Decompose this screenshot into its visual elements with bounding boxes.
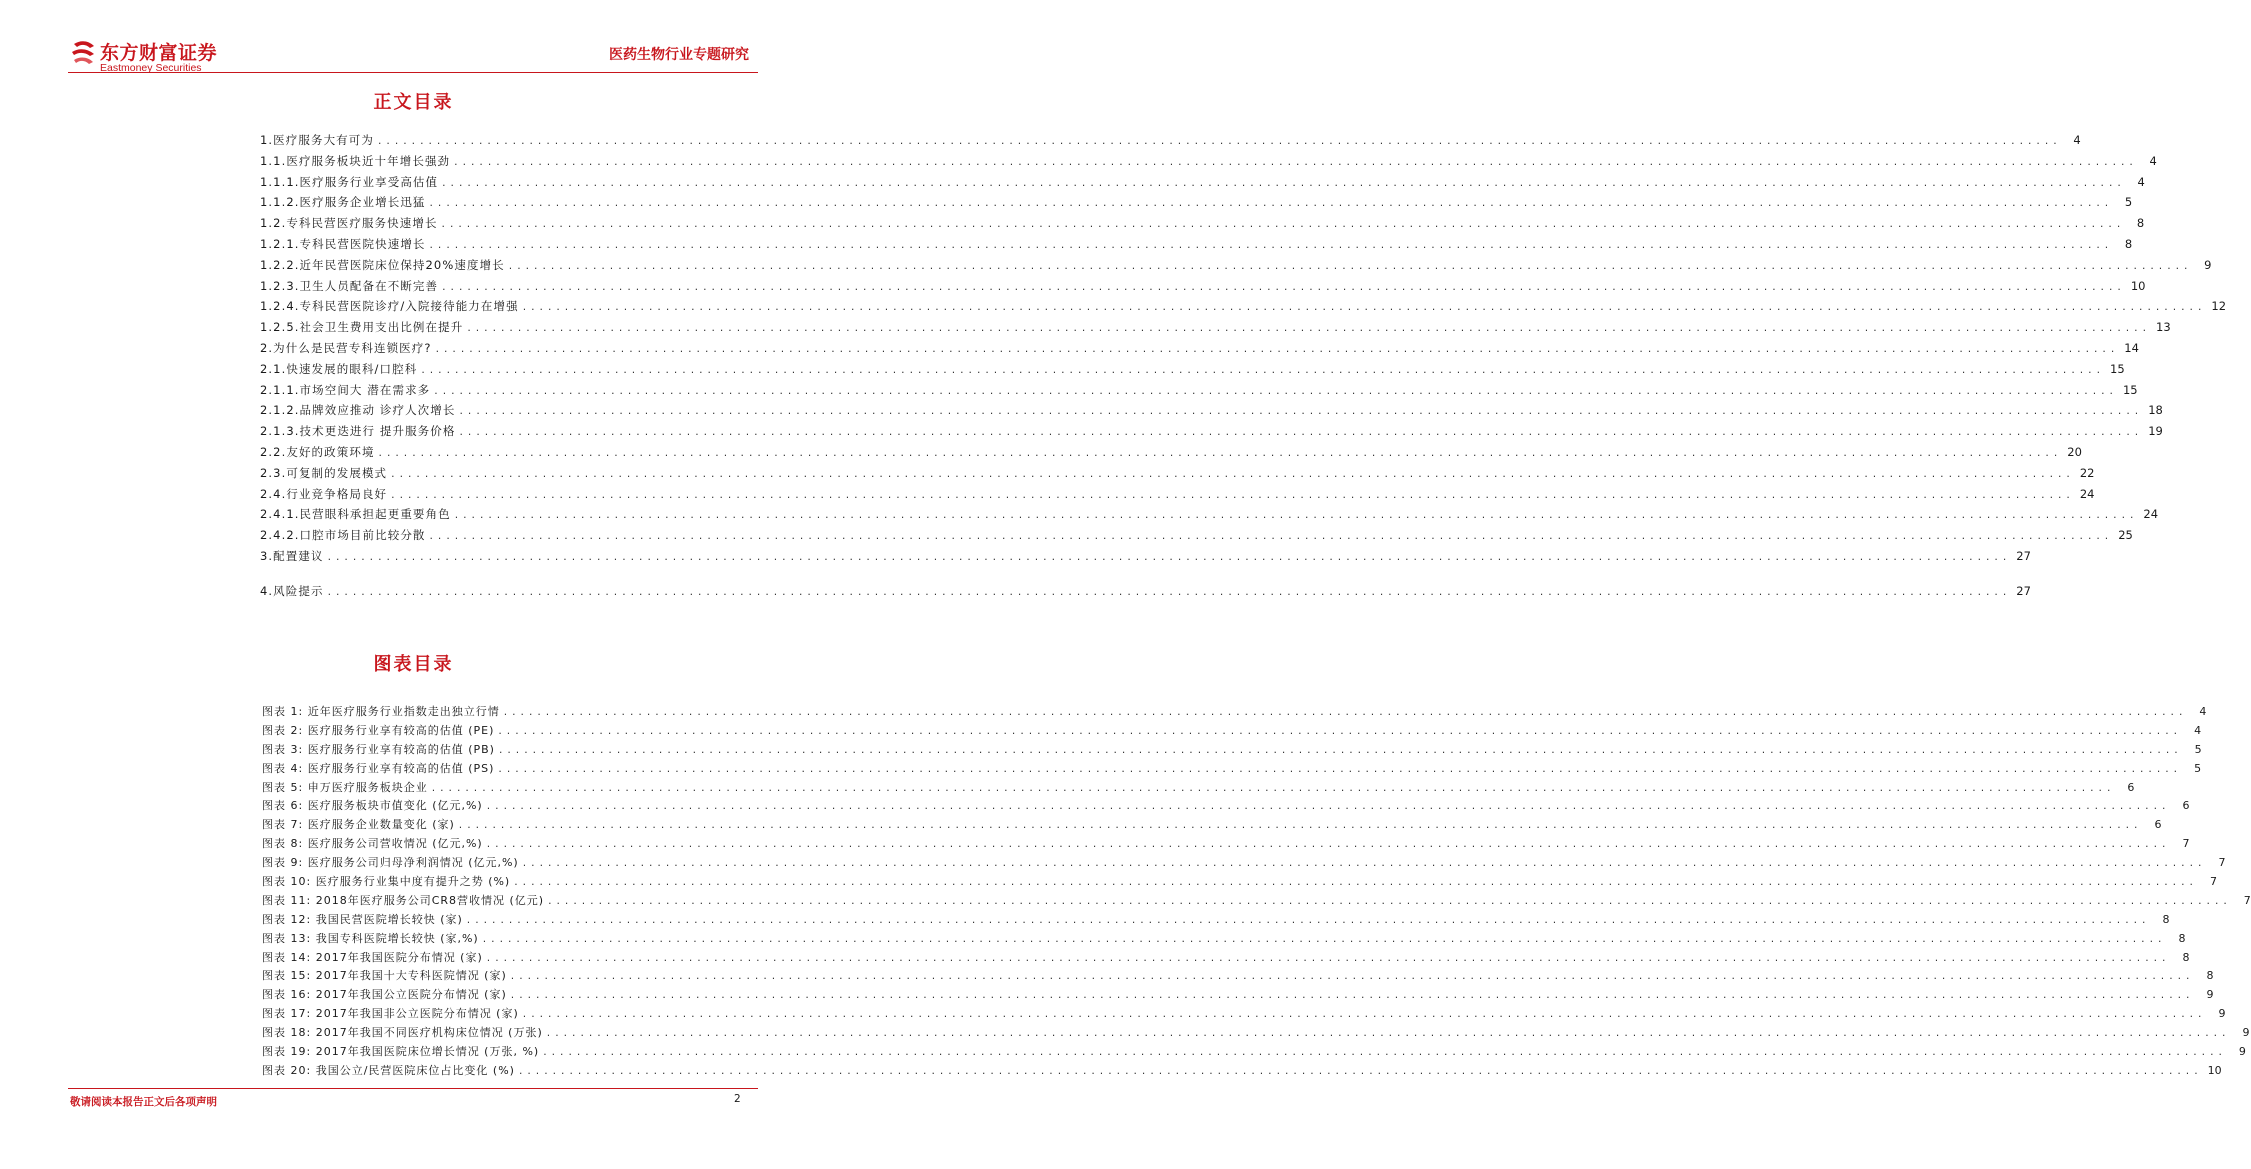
dot-leader: ........................................................................................................................................................................................................	[485, 840, 2170, 851]
toc-entry[interactable]	[260, 442, 2082, 463]
figure-entry[interactable]	[262, 949, 2190, 968]
dot-leader: ........................................................................................................................................................................................................	[420, 365, 2105, 376]
entry-page-number: 15	[2122, 382, 2138, 397]
dot-leader: ........................................................................................................................................................................................................	[376, 137, 2061, 147]
entry-page-number: 22	[2079, 465, 2095, 480]
entry-label: 2.4.1.民营眼科承担起更重要角色	[260, 507, 451, 522]
entry-page-number: 8	[2206, 969, 2214, 983]
toc-entry[interactable]	[260, 276, 2146, 297]
figure-entry[interactable]	[262, 854, 2226, 873]
entry-label: 2.为什么是民营专科连锁医疗?	[260, 340, 432, 355]
logo-chinese-name: 东方财富证券	[100, 42, 218, 64]
eastmoney-logo-icon	[70, 38, 100, 74]
toc-entry[interactable]	[260, 525, 2133, 546]
entry-page-number: 12	[2211, 299, 2227, 314]
entry-page-number: 7	[2182, 837, 2190, 851]
dot-leader: ........................................................................................................................................................................................................	[390, 490, 2074, 501]
entry-page-number: 4	[2073, 133, 2081, 147]
toc-entry[interactable]	[260, 581, 2031, 602]
dot-leader: ........................................................................................................................................................................................................	[545, 1029, 2230, 1040]
dot-leader: ........................................................................................................................................................................................................	[485, 953, 2170, 964]
toc-entry[interactable]	[260, 546, 2031, 567]
entry-page-number: 10	[2207, 1063, 2222, 1077]
dot-leader: ........................................................................................................................................................................................................	[513, 878, 2197, 889]
toc-entry[interactable]	[260, 317, 2171, 338]
entry-page-number: 8	[2182, 950, 2190, 964]
entry-page-number: 9	[2204, 257, 2212, 272]
dot-leader: ........................................................................................................................................................................................................	[453, 157, 2137, 168]
toc-entry[interactable]	[260, 192, 2133, 213]
entry-label: 1.2.1.专科民营医院快速增长	[260, 236, 426, 251]
entry-label: 图表 15: 2017年我国十大专科医院情况 (家)	[262, 969, 507, 983]
entry-label: 图表 3: 医疗服务行业享有较高的估值 (PB)	[262, 742, 495, 756]
entry-page-number: 27	[2016, 548, 2031, 563]
entry-page-number: 8	[2136, 216, 2145, 231]
entry-page-number: 25	[2118, 528, 2133, 543]
entry-label: 图表 16: 2017年我国公立医院分布情况 (家)	[262, 988, 507, 1002]
figures-title: 图表目录	[373, 654, 454, 675]
entry-label: 1.2.4.专科民营医院诊疗/入院接待能力在增强	[260, 299, 519, 314]
toc-entry[interactable]	[260, 130, 2081, 151]
dot-leader: ........................................................................................................................................................................................................	[517, 1066, 2202, 1077]
entry-label: 2.1.2.品牌效应推动 诊疗人次增长	[260, 403, 456, 418]
entry-label: 2.2.友好的政策环境	[260, 444, 375, 459]
dot-leader: ........................................................................................................................................................................................................	[521, 303, 2206, 314]
dot-leader: ........................................................................................................................................................................................................	[458, 407, 2143, 418]
dot-leader: ........................................................................................................................................................................................................	[497, 726, 2182, 737]
figure-entry[interactable]	[262, 760, 2202, 779]
entry-page-number: 4	[2194, 723, 2202, 737]
entry-page-number: 14	[2124, 340, 2139, 355]
toc-title: 正文目录	[373, 92, 454, 113]
entry-label: 图表 7: 医疗服务企业数量变化 (家)	[262, 818, 455, 832]
entry-label: 3.配置建议	[260, 548, 324, 563]
entry-page-number: 4	[2137, 174, 2145, 189]
dot-leader: ........................................................................................................................................................................................................	[521, 859, 2206, 870]
entry-label: 图表 4: 医疗服务行业享有较高的估值 (PS)	[262, 761, 495, 775]
figure-entry[interactable]	[262, 722, 2202, 741]
toc-entry[interactable]	[260, 400, 2163, 421]
entry-label: 图表 19: 2017年我国医院床位增长情况 (万张, %)	[262, 1045, 540, 1059]
toc-entry[interactable]	[260, 504, 2159, 525]
entry-page-number: 6	[2127, 780, 2135, 794]
dot-leader: ........................................................................................................................................................................................................	[430, 783, 2115, 794]
dot-leader: ........................................................................................................................................................................................................	[457, 821, 2142, 832]
logo-english-name: Eastmoney Securities	[100, 62, 202, 74]
entry-label: 图表 9: 医疗服务公司归母净利润情况 (亿元,%)	[262, 856, 519, 870]
figure-entry[interactable]	[262, 835, 2190, 854]
figure-entry[interactable]	[262, 779, 2135, 798]
footer-divider	[68, 1088, 758, 1089]
entry-label: 图表 12: 我国民营医院增长较快 (家)	[262, 912, 463, 926]
entry-page-number: 8	[2124, 236, 2133, 251]
entry-label: 1.2.专科民营医疗服务快速增长	[260, 216, 438, 231]
figure-entry[interactable]	[262, 797, 2190, 816]
entry-label: 图表 17: 2017年我国非公立医院分布情况 (家)	[262, 1007, 519, 1021]
toc-entry[interactable]	[260, 172, 2145, 193]
entry-label: 图表 8: 医疗服务公司营收情况 (亿元,%)	[262, 837, 483, 851]
entry-label: 1.医疗服务大有可为	[260, 133, 374, 147]
entry-label: 图表 2: 医疗服务行业享有较高的估值 (PE)	[262, 723, 495, 737]
dot-leader: ........................................................................................................................................................................................................	[441, 178, 2125, 189]
entry-label: 2.3.可复制的发展模式	[260, 465, 388, 480]
entry-label: 1.2.3.卫生人员配备在不断完善	[260, 278, 439, 293]
entry-page-number: 15	[2110, 361, 2125, 376]
dot-leader: ........................................................................................................................................................................................................	[509, 972, 2194, 983]
dot-leader: ........................................................................................................................................................................................................	[521, 1010, 2206, 1021]
entry-label: 图表 20: 我国公立/民营医院床位占比变化 (%)	[262, 1063, 515, 1077]
toc-entry[interactable]	[260, 338, 2139, 359]
entry-label: 1.1.医疗服务板块近十年增长强劲	[260, 153, 451, 168]
entry-label: 图表 1: 近年医疗服务行业指数走出独立行情	[262, 705, 500, 718]
entry-page-number: 13	[2156, 320, 2171, 335]
dot-leader: ........................................................................................................................................................................................................	[502, 708, 2187, 718]
disclaimer-note: 敬请阅读本报告正文后各项声明	[70, 1096, 217, 1108]
entry-page-number: 10	[2130, 278, 2146, 293]
dot-leader: ........................................................................................................................................................................................................	[428, 240, 2113, 251]
entry-page-number: 24	[2143, 507, 2159, 522]
entry-page-number: 19	[2148, 424, 2163, 439]
table-of-contents	[260, 130, 2227, 602]
entry-page-number: 9	[2218, 1007, 2226, 1021]
dot-leader: ........................................................................................................................................................................................................	[466, 324, 2151, 335]
entry-page-number: 5	[2194, 742, 2202, 756]
toc-entry[interactable]	[260, 380, 2138, 401]
figure-entry[interactable]	[262, 703, 2207, 722]
dot-leader: ........................................................................................................................................................................................................	[326, 587, 2011, 598]
entry-label: 1.1.1.医疗服务行业享受高估值	[260, 174, 439, 189]
entry-label: 图表 14: 2017年我国医院分布情况 (家)	[262, 950, 483, 964]
dot-leader: ........................................................................................................................................................................................................	[485, 802, 2170, 813]
figure-entry[interactable]	[262, 741, 2202, 760]
entry-label: 1.1.2.医疗服务企业增长迅猛	[260, 195, 426, 210]
entry-page-number: 20	[2067, 444, 2082, 459]
entry-label: 图表 18: 2017年我国不同医疗机构床位情况 (万张)	[262, 1026, 543, 1040]
header-divider	[68, 72, 758, 73]
entry-page-number: 7	[2209, 875, 2217, 889]
entry-label: 图表 6: 医疗服务板块市值变化 (亿元,%)	[262, 799, 483, 813]
entry-label: 图表 13: 我国专科医院增长较快 (家,%)	[262, 931, 479, 945]
entry-page-number: 9	[2242, 1026, 2250, 1040]
entry-page-number: 4	[2199, 705, 2207, 718]
entry-page-number: 9	[2206, 988, 2214, 1002]
entry-page-number: 8	[2162, 912, 2170, 926]
page-number: 2	[734, 1093, 741, 1105]
dot-leader: ........................................................................................................................................................................................................	[453, 511, 2138, 522]
toc-entry[interactable]	[260, 255, 2212, 276]
toc-entry[interactable]	[260, 359, 2125, 380]
figure-entry[interactable]	[262, 1005, 2226, 1024]
entry-label: 1.2.2.近年民营医院床位保持20%速度增长	[260, 257, 505, 272]
entry-label: 1.2.5.社会卫生费用支出比例在提升	[260, 320, 464, 335]
list-of-figures	[262, 703, 2251, 1081]
entry-page-number: 27	[2016, 583, 2031, 598]
figure-entry[interactable]	[262, 1062, 2222, 1081]
dot-leader: ........................................................................................................................................................................................................	[458, 428, 2143, 439]
entry-page-number: 18	[2148, 403, 2163, 418]
entry-page-number: 24	[2079, 486, 2095, 501]
figure-entry[interactable]	[262, 967, 2214, 986]
entry-label: 2.1.快速发展的眼科/口腔科	[260, 361, 418, 376]
figure-entry[interactable]	[262, 911, 2170, 930]
entry-page-number: 9	[2238, 1045, 2246, 1059]
dot-leader: ........................................................................................................................................................................................................	[428, 532, 2113, 543]
toc-entry[interactable]	[260, 151, 2157, 172]
toc-entry[interactable]	[260, 484, 2095, 505]
entry-label: 2.4.行业竞争格局良好	[260, 486, 388, 501]
entry-label: 2.1.3.技术更迭进行 提升服务价格	[260, 424, 456, 439]
entry-label: 图表 5: 申万医疗服务板块企业	[262, 780, 428, 794]
entry-page-number: 5	[2194, 761, 2202, 775]
dot-leader: ........................................................................................................................................................................................................	[433, 386, 2117, 397]
toc-entry[interactable]	[260, 463, 2095, 484]
figure-entry[interactable]	[262, 1043, 2246, 1062]
toc-entry[interactable]	[260, 421, 2163, 442]
dot-leader: ........................................................................................................................................................................................................	[481, 934, 2166, 945]
dot-leader: ........................................................................................................................................................................................................	[440, 220, 2125, 231]
figure-entry[interactable]	[262, 816, 2162, 835]
dot-leader: ........................................................................................................................................................................................................	[428, 199, 2113, 210]
entry-page-number: 7	[2243, 893, 2251, 907]
dot-leader: ........................................................................................................................................................................................................	[497, 764, 2182, 775]
dot-leader: ........................................................................................................................................................................................................	[465, 915, 2150, 926]
dot-leader: ........................................................................................................................................................................................................	[542, 1048, 2226, 1059]
entry-label: 图表 10: 医疗服务行业集中度有提升之势 (%)	[262, 875, 511, 889]
figure-entry[interactable]	[262, 892, 2251, 911]
figure-entry[interactable]	[262, 930, 2186, 949]
dot-leader: ........................................................................................................................................................................................................	[377, 448, 2062, 459]
toc-entry[interactable]	[260, 234, 2133, 255]
entry-label: 2.4.2.口腔市场目前比较分散	[260, 528, 426, 543]
figure-entry[interactable]	[262, 986, 2214, 1005]
dot-leader: ........................................................................................................................................................................................................	[390, 469, 2074, 480]
entry-page-number: 6	[2154, 818, 2162, 832]
entry-page-number: 4	[2149, 153, 2157, 168]
page-header	[0, 0, 827, 80]
dot-leader: ........................................................................................................................................................................................................	[507, 261, 2192, 272]
toc-entry[interactable]	[260, 213, 2145, 234]
dot-leader: ........................................................................................................................................................................................................	[326, 552, 2011, 563]
figure-entry[interactable]	[262, 873, 2217, 892]
dot-leader: ........................................................................................................................................................................................................	[497, 745, 2182, 756]
entry-label: 4.风险提示	[260, 583, 324, 598]
entry-page-number: 7	[2218, 856, 2226, 870]
dot-leader: ........................................................................................................................................................................................................	[547, 896, 2231, 907]
report-type: 医药生物行业专题研究	[609, 47, 749, 63]
toc-entry[interactable]	[260, 296, 2227, 317]
figure-entry[interactable]	[262, 1024, 2250, 1043]
dot-leader: ........................................................................................................................................................................................................	[441, 282, 2125, 293]
entry-label: 2.1.1.市场空间大 潜在需求多	[260, 382, 431, 397]
entry-page-number: 6	[2182, 799, 2190, 813]
entry-page-number: 8	[2178, 931, 2186, 945]
dot-leader: ........................................................................................................................................................................................................	[509, 991, 2194, 1002]
entry-page-number: 5	[2124, 195, 2133, 210]
dot-leader: ........................................................................................................................................................................................................	[434, 344, 2119, 355]
entry-label: 图表 11: 2018年医疗服务公司CR8营收情况 (亿元)	[262, 893, 545, 907]
